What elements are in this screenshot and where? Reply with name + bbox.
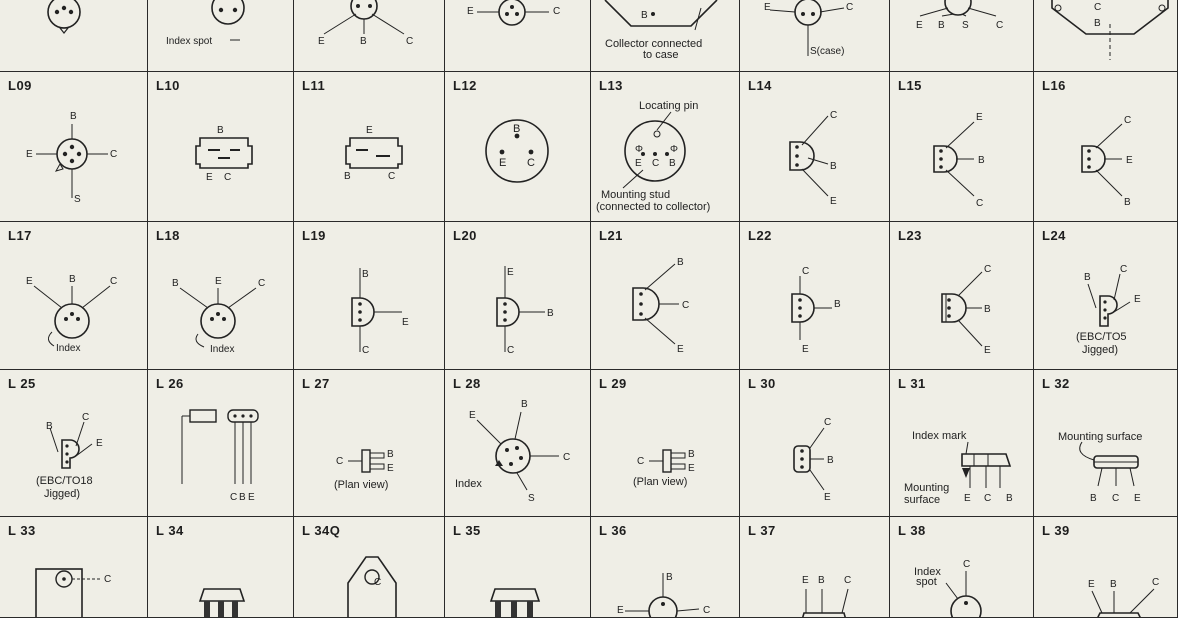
- cell-l13: [591, 72, 740, 222]
- pin-label: C: [984, 264, 992, 275]
- cell-code: L 39: [1042, 523, 1070, 538]
- cell-l33: [0, 517, 148, 618]
- diagram: [0, 72, 148, 222]
- cell-code: L19: [302, 228, 326, 243]
- pin-label: C: [652, 158, 660, 169]
- cell-l29: [591, 370, 740, 517]
- diagram: [1034, 0, 1178, 72]
- pin-label: E: [677, 344, 684, 355]
- cell-l34: [148, 517, 294, 618]
- pin-label: C: [1112, 493, 1120, 504]
- cell-code: L13: [599, 78, 623, 93]
- cell-code: L 33: [8, 523, 36, 538]
- diagram: [0, 0, 148, 72]
- pin-label: E: [1126, 155, 1133, 166]
- cell-code: L22: [748, 228, 772, 243]
- note-case: to case: [643, 49, 679, 61]
- pin-label: B: [239, 492, 246, 503]
- cell-top-5: [740, 0, 890, 72]
- diagram: [294, 370, 445, 517]
- diagram: [148, 370, 294, 517]
- pin-label: C: [230, 492, 238, 503]
- cell-code: L 28: [453, 376, 481, 391]
- pin-label: E: [402, 317, 409, 328]
- pin-label: B: [677, 257, 684, 268]
- pin-label: B: [344, 171, 351, 182]
- pin-label: E: [248, 492, 255, 503]
- cell-l20: [445, 222, 591, 370]
- pin-label: E: [824, 492, 831, 503]
- pin-label: B: [1006, 493, 1013, 504]
- note-jigged: Jigged): [1082, 344, 1119, 356]
- pin-label: E: [916, 20, 923, 31]
- pin-label: E: [802, 344, 809, 355]
- note-locating-pin: Locating pin: [639, 100, 699, 112]
- diagram: [148, 517, 294, 618]
- diagram: [0, 517, 148, 618]
- pin-label: B: [641, 10, 648, 21]
- diagram: [1034, 370, 1178, 517]
- note-mounting-stud: Mounting stud: [601, 189, 671, 201]
- diagram: [890, 370, 1034, 517]
- cell-l28: [445, 370, 591, 517]
- pin-label: E: [318, 36, 325, 47]
- pin-label: E: [507, 267, 514, 278]
- pin-label: E: [387, 463, 394, 474]
- cell-l15: [890, 72, 1034, 222]
- cell-l22: [740, 222, 890, 370]
- pin-label: B: [830, 161, 837, 172]
- cell-l35: [445, 517, 591, 618]
- cell-code: L 25: [8, 376, 36, 391]
- pin-label: B: [666, 572, 673, 583]
- cell-code: L 37: [748, 523, 776, 538]
- pin-label: B: [521, 399, 528, 410]
- pin-label: B: [1090, 493, 1097, 504]
- note-spot: spot: [916, 576, 937, 588]
- pin-label: C: [563, 452, 571, 463]
- pin-label: B: [938, 20, 945, 31]
- diagram: [740, 370, 890, 517]
- pin-label: C: [1152, 577, 1160, 588]
- diagram: [591, 0, 740, 72]
- cell-code: L 26: [156, 376, 184, 391]
- cell-code: L 35: [453, 523, 481, 538]
- cell-code: L11: [302, 78, 326, 93]
- diagram: [591, 370, 740, 517]
- cell-l14: [740, 72, 890, 222]
- note-package: (EBC/TO5: [1076, 331, 1127, 343]
- note-package: (EBC/TO18: [36, 475, 93, 487]
- diagram: [740, 0, 890, 72]
- pin-label: E: [469, 410, 476, 421]
- pin-label: C: [110, 276, 118, 287]
- cell-l26: [148, 370, 294, 517]
- pin-label: C: [984, 493, 992, 504]
- pin-label: B: [217, 125, 224, 136]
- note-plan-view: (Plan view): [633, 476, 688, 488]
- diagram: [591, 517, 740, 618]
- cell-code: L 32: [1042, 376, 1070, 391]
- note-jigged: Jigged): [44, 488, 81, 500]
- cell-top-2: [294, 0, 445, 72]
- diagram: [1034, 222, 1178, 370]
- pin-label: S: [74, 194, 81, 205]
- note-index: Index: [455, 478, 482, 490]
- cell-l21: [591, 222, 740, 370]
- diagram: [294, 0, 445, 72]
- pin-label: B: [818, 575, 825, 586]
- pin-label: B: [69, 274, 76, 285]
- pin-label: B: [834, 299, 841, 310]
- cell-l18: [148, 222, 294, 370]
- pin-label: C: [110, 149, 118, 160]
- cell-code: L 29: [599, 376, 627, 391]
- pin-label: E: [96, 438, 103, 449]
- cell-top-0: [0, 0, 148, 72]
- pin-label: C: [104, 574, 112, 585]
- pin-label: E: [964, 493, 971, 504]
- pin-label: E: [366, 125, 373, 136]
- pin-label: C: [830, 110, 838, 121]
- pin-label: B: [46, 421, 53, 432]
- diagram: [294, 517, 445, 618]
- pin-label: E: [26, 276, 33, 287]
- diagram: [0, 222, 148, 370]
- pin-label: E: [830, 196, 837, 207]
- cell-l30: [740, 370, 890, 517]
- pin-label: S: [528, 493, 535, 504]
- pin-label: C: [1094, 2, 1102, 13]
- pin-label: B: [387, 449, 394, 460]
- cell-l23: [890, 222, 1034, 370]
- pin-label: B: [688, 449, 695, 460]
- cell-code: L 34: [156, 523, 184, 538]
- pin-label: B: [984, 304, 991, 315]
- note-plan-view: (Plan view): [334, 479, 389, 491]
- pin-label: B: [1110, 579, 1117, 590]
- pin-label: C: [996, 20, 1004, 31]
- cell-l19: [294, 222, 445, 370]
- pin-label: E: [688, 463, 695, 474]
- diagram: [890, 0, 1034, 72]
- diagram: [148, 222, 294, 370]
- cell-l38: [890, 517, 1034, 618]
- cell-code: L10: [156, 78, 180, 93]
- cell-l11: [294, 72, 445, 222]
- pin-label: B: [1124, 197, 1131, 208]
- diagram: [1034, 72, 1178, 222]
- cell-code: L09: [8, 78, 32, 93]
- diagram: [148, 0, 294, 72]
- diagram: [1034, 517, 1178, 618]
- pin-label: B: [978, 155, 985, 166]
- cell-l39: [1034, 517, 1178, 618]
- pin-label: E: [467, 6, 474, 17]
- pin-label: C: [224, 172, 232, 183]
- cell-code: L 31: [898, 376, 926, 391]
- pin-label: B: [172, 278, 179, 289]
- pin-label: C: [362, 345, 370, 356]
- pin-label: C: [846, 2, 854, 13]
- note-index-spot: Index spot: [166, 36, 213, 47]
- pin-label: E: [617, 605, 624, 616]
- pin-label: E: [635, 158, 642, 169]
- pin-label: B: [669, 158, 676, 169]
- pin-label: C: [1124, 115, 1132, 126]
- cell-l25: [0, 370, 148, 517]
- cell-l16: [1034, 72, 1178, 222]
- diagram: [0, 370, 148, 517]
- note-case: S(case): [810, 46, 845, 57]
- diagram: [445, 0, 591, 72]
- pin-label: C: [388, 171, 396, 182]
- pin-label: E: [1134, 493, 1141, 504]
- pin-label: E: [215, 276, 222, 287]
- diagram: [890, 72, 1034, 222]
- pin-label: C: [637, 456, 645, 467]
- pin-label: C: [682, 300, 690, 311]
- diagram: [294, 72, 445, 222]
- cell-code: L15: [898, 78, 922, 93]
- pin-label: C: [553, 6, 561, 17]
- pin-label: C: [527, 157, 535, 169]
- pin-label: C: [406, 36, 414, 47]
- cell-top-6: [890, 0, 1034, 72]
- note-collector: Collector connected: [605, 38, 703, 50]
- pin-label: B: [513, 123, 521, 135]
- note-index: Index: [914, 566, 941, 578]
- diagram: [591, 72, 740, 222]
- pin-label: C: [374, 577, 382, 588]
- pin-label: C: [82, 412, 90, 423]
- diagram: [445, 72, 591, 222]
- cell-l31: [890, 370, 1034, 517]
- note-index: Index: [210, 344, 235, 355]
- cell-top-7: [1034, 0, 1178, 72]
- diagram: [294, 222, 445, 370]
- note-mounting: Mounting: [904, 482, 950, 494]
- pin-label: E: [984, 345, 991, 356]
- diagram: [740, 517, 890, 618]
- pin-label: B: [547, 308, 554, 319]
- note-index-mark: Index mark: [912, 430, 967, 442]
- diagram: [740, 222, 890, 370]
- pin-label: E: [499, 157, 507, 169]
- cell-code: L24: [1042, 228, 1066, 243]
- diagram: [890, 222, 1034, 370]
- symbol-phi: Φ: [670, 144, 678, 155]
- pin-label: C: [507, 345, 515, 356]
- pin-label: B: [1084, 272, 1091, 283]
- cell-top-4: [591, 0, 740, 72]
- pin-label: B: [1094, 18, 1101, 29]
- cell-l32: [1034, 370, 1178, 517]
- cell-code: L 38: [898, 523, 926, 538]
- pin-label: C: [703, 605, 711, 616]
- pin-label: E: [206, 172, 213, 183]
- cell-code: L 36: [599, 523, 627, 538]
- diagram: [445, 370, 591, 517]
- diagram: [591, 222, 740, 370]
- cell-code: L18: [156, 228, 180, 243]
- pin-label: B: [70, 111, 77, 122]
- symbol-phi: Φ: [635, 144, 643, 155]
- note-index: Index: [56, 343, 81, 354]
- diagram: [740, 72, 890, 222]
- pin-label: E: [976, 112, 983, 123]
- pin-label: B: [360, 36, 367, 47]
- pin-label: B: [827, 455, 834, 466]
- pin-label: B: [362, 269, 369, 280]
- diagram: [445, 517, 591, 618]
- pin-label: S: [962, 20, 969, 31]
- pin-label: C: [802, 266, 810, 277]
- cell-l27: [294, 370, 445, 517]
- pin-label: C: [963, 559, 971, 570]
- diagram: [890, 517, 1034, 618]
- cell-code: L12: [453, 78, 477, 93]
- cell-l24: [1034, 222, 1178, 370]
- cell-l17: [0, 222, 148, 370]
- note-surface: surface: [904, 494, 941, 506]
- cell-code: L17: [8, 228, 32, 243]
- pin-label: C: [336, 456, 344, 467]
- cell-code: L14: [748, 78, 772, 93]
- cell-l36: [591, 517, 740, 618]
- cell-l12: [445, 72, 591, 222]
- cell-l09: [0, 72, 148, 222]
- cell-code: L23: [898, 228, 922, 243]
- pin-label: E: [26, 149, 33, 160]
- pin-label: E: [764, 2, 771, 13]
- cell-top-3: [445, 0, 591, 72]
- cell-top-1: [148, 0, 294, 72]
- pin-label: C: [1120, 264, 1128, 275]
- cell-l10: [148, 72, 294, 222]
- note-mounting-surface: Mounting surface: [1058, 431, 1143, 443]
- pin-label: E: [1134, 294, 1141, 305]
- pin-label: C: [976, 198, 984, 209]
- cell-code: L16: [1042, 78, 1066, 93]
- cell-code: L21: [599, 228, 623, 243]
- cell-l37: [740, 517, 890, 618]
- diagram: [445, 222, 591, 370]
- pin-label: C: [258, 278, 266, 289]
- pin-label: E: [802, 575, 809, 586]
- cell-code: L20: [453, 228, 477, 243]
- cell-code: L 34Q: [302, 523, 341, 538]
- cell-code: L 27: [302, 376, 330, 391]
- cell-l34q: [294, 517, 445, 618]
- pin-label: C: [844, 575, 852, 586]
- diagram: [148, 72, 294, 222]
- cell-code: L 30: [748, 376, 776, 391]
- note-connected-collector: (connected to collector): [596, 201, 711, 213]
- pin-label: E: [1088, 579, 1095, 590]
- pin-label: C: [824, 417, 832, 428]
